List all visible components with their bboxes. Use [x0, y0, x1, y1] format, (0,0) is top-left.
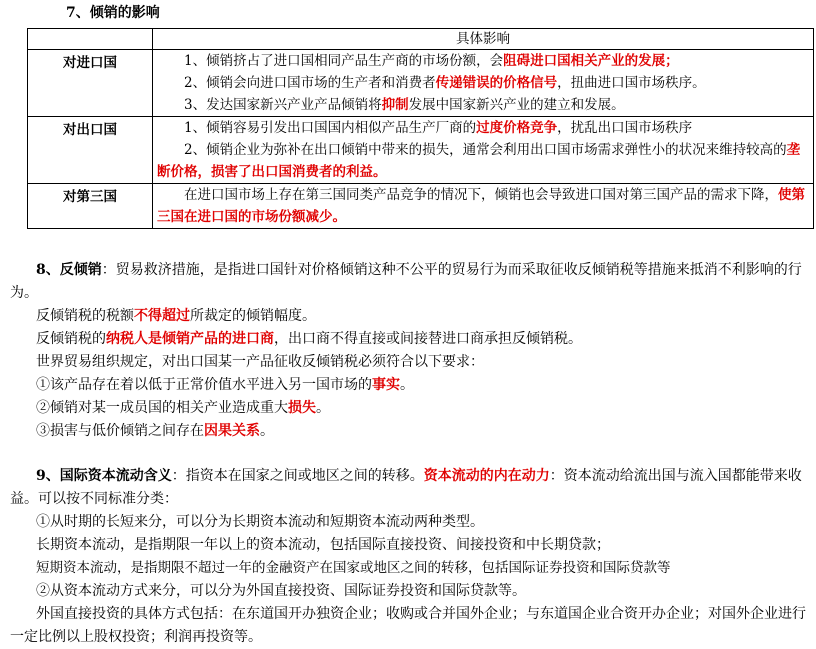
effect-highlight: 使第三国在进口国的市场份额减少。 — [157, 187, 805, 225]
section-7-heading: 7、倾销的影响 — [66, 5, 160, 21]
section-8 — [10, 259, 810, 443]
effect-highlight: 垄断价格 — [157, 142, 801, 180]
row-label-third-country: 对第三国 — [28, 184, 153, 229]
effect-highlight: 阻碍进口国相关产业的发展； — [503, 53, 679, 69]
table-header-row — [28, 29, 814, 50]
section-8-intro-text: ：贸易救济措施，是指进口国针对价格倾销这种不公平的贸易行为而采取征收反倾销税等措施来抵消不利影响的行为。 — [10, 262, 802, 301]
paragraph — [10, 305, 810, 328]
effect-line — [157, 50, 809, 72]
text: ：指资本在国家之间或地区之间的转移。 — [171, 468, 424, 484]
effect-text: 在进口国市场上存在第三国同类产品竞争的情况下，倾销也会导致进口国对第三国产品的需求下降， — [184, 187, 778, 203]
effect-text: 3、发达国家新兴产业产品倾销将 — [184, 97, 382, 113]
section-9-intro — [10, 465, 810, 511]
list-item — [10, 420, 810, 443]
highlight: 事实 — [372, 377, 400, 393]
dumping-effects-table — [27, 28, 814, 229]
highlight: 不得超过 — [134, 308, 190, 324]
section-9-heading: 9、国际资本流动含义 — [36, 468, 172, 484]
section-8-intro — [10, 259, 810, 305]
text: 。 — [316, 400, 330, 416]
paragraph: 外国直接投资的具体方式包括：在东道国开办独资企业；收购或合并国外企业；与东道国企业合资开办企业；对国外企业进行一定比例以上股权投资；利润再投资等。 — [10, 606, 806, 645]
paragraph: 短期资本流动，是指期限不超过一年的金融资产在国家或地区之间的转移，包括国际证券投资和国际贷款等 — [36, 560, 671, 576]
text: 所裁定的倾销幅度。 — [190, 308, 316, 324]
row-label-importing-country: 对进口国 — [28, 50, 153, 117]
effect-text: ，扰乱出口国市场秩序 — [557, 120, 693, 136]
section-9 — [10, 465, 810, 649]
effect-text: ，扭曲进口国市场秩序。 — [557, 75, 706, 91]
text: 反倾销税的 — [36, 331, 106, 347]
table-row — [28, 184, 814, 229]
section-8-heading: 8、反倾销 — [36, 262, 102, 278]
third-country-effects — [153, 184, 814, 229]
effect-text: 2、倾销企业为弥补在出口倾销中带来的损失，通常会利用出口国市场需求弹性小的状况来维持较高的 — [184, 142, 787, 158]
text: 。 — [260, 423, 274, 439]
text: ：资本流动给流出国与流入国都能带来收益。可以按不同标准分类： — [10, 468, 802, 507]
row-label-exporting-country: 对出口国 — [28, 117, 153, 184]
exporting-country-effects — [153, 117, 814, 184]
list-item — [10, 397, 810, 420]
paragraph: 长期资本流动，是指期限一年以上的资本流动，包括国际直接投资、间接投资和中长期贷款； — [36, 537, 610, 553]
effect-text: 2、倾销会向进口国市场的生产者和消费者 — [184, 75, 436, 91]
paragraph: 世界贸易组织规定，对出口国某一产品征收反倾销税必须符合以下要求： — [36, 354, 484, 370]
highlight: 资本流动的内在动力 — [423, 468, 550, 484]
effect-text: 1、倾销挤占了进口国相同产品生产商的市场份额，会 — [184, 53, 504, 69]
effect-line — [157, 139, 809, 183]
effect-highlight: 抑制 — [381, 97, 409, 113]
text: ③损害与低价倾销之间存在 — [36, 423, 204, 439]
paragraph — [10, 328, 810, 351]
effect-highlight: 损害了出口国消费者的利益。 — [211, 164, 387, 180]
paragraph: ①从时期的长短来分，可以分为长期资本流动和短期资本流动两种类型。 — [36, 514, 484, 530]
header-empty-cell — [28, 29, 153, 50]
highlight: 因果关系 — [204, 423, 260, 439]
text: 。 — [400, 377, 414, 393]
effect-highlight: ， — [197, 164, 211, 180]
highlight: 纳税人是倾销产品的进口商 — [106, 331, 274, 347]
text: ②倾销对某一成员国的相关产业造成重大 — [36, 400, 288, 416]
effect-highlight: 传递错误的价格信号 — [435, 75, 558, 91]
paragraph: ②从资本流动方式来分，可以分为外国直接投资、国际证券投资和国际贷款等。 — [36, 583, 526, 599]
table-row — [28, 50, 814, 117]
table-header: 具体影响 — [153, 29, 814, 50]
effect-line — [157, 72, 809, 94]
table-row — [28, 117, 814, 184]
text: ，出口商不得直接或间接替进口商承担反倾销税。 — [274, 331, 582, 347]
effect-line — [157, 117, 809, 139]
list-item — [10, 374, 810, 397]
importing-country-effects — [153, 50, 814, 117]
highlight: 损失 — [288, 400, 316, 416]
text: ①该产品存在着以低于正常价值水平进入另一国市场的 — [36, 377, 372, 393]
text: 反倾销税的税额 — [36, 308, 134, 324]
effect-highlight: 过度价格竞争 — [476, 120, 558, 136]
effect-text: 1、倾销容易引发出口国国内相似产品生产厂商的 — [184, 120, 477, 136]
effect-text: 发展中国家新兴产业的建立和发展。 — [408, 97, 625, 113]
effect-line — [157, 94, 809, 116]
effect-line — [157, 184, 809, 228]
